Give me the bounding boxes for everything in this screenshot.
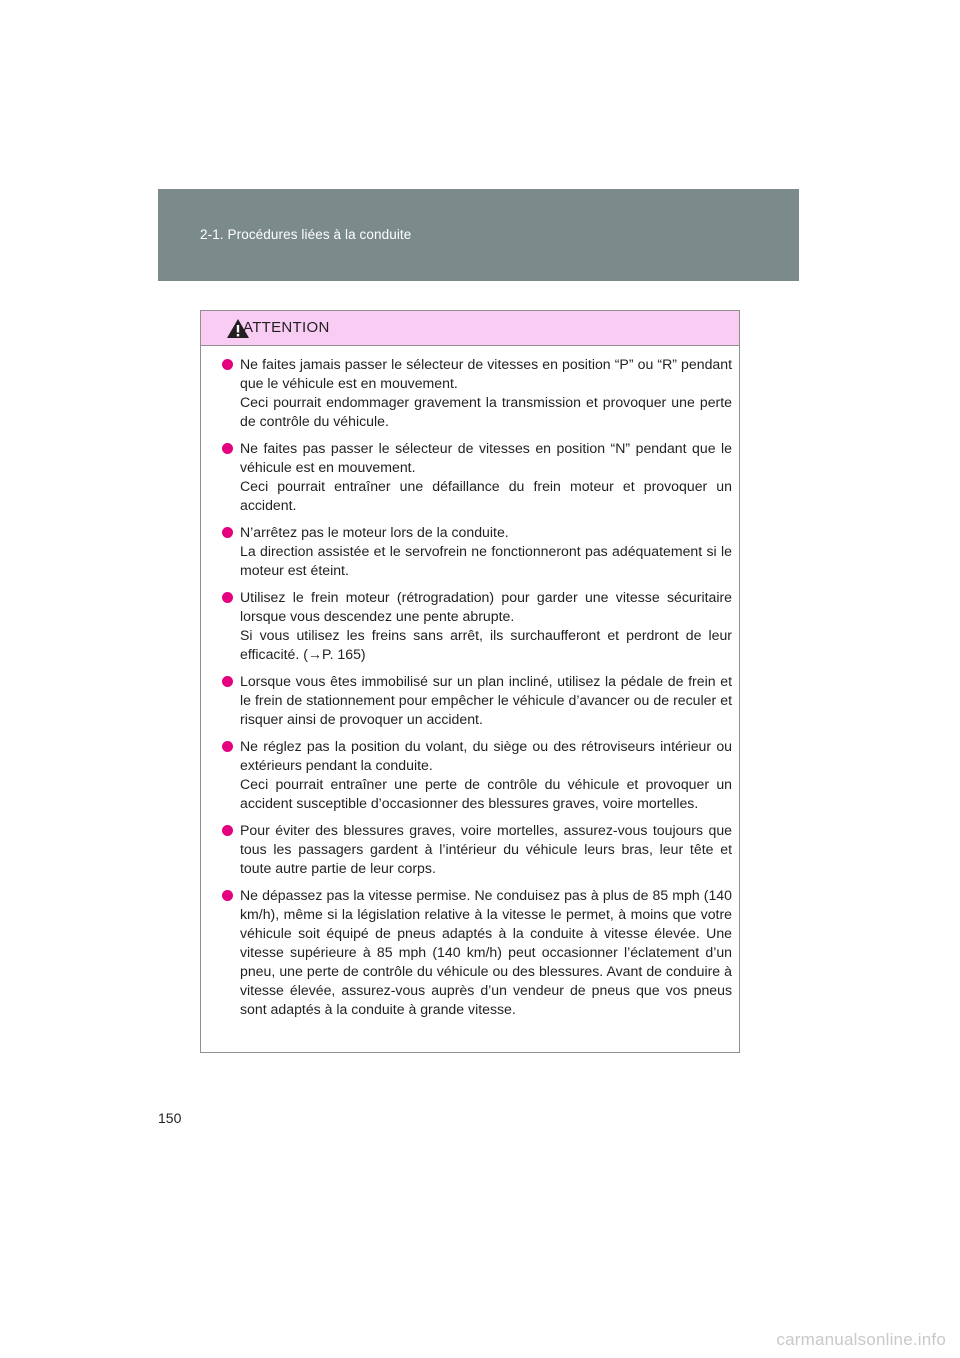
caution-item — [222, 588, 732, 664]
watermark: carmanualsonline.info — [776, 1330, 946, 1349]
caution-item-text: Ne dépassez pas la vitesse permise. Ne conduisez pas à plus de 85 mph (140 km/h), même si la législation relative à la vitesse le permet, à moins que votre véhicule soit équipé de pneus adaptés à la conduite à vitesse élevée. Une vitesse supérieure à 85 mph (140 km/h) peut occasionner l’éclatement d’un pneu, une perte de contrôle du véhicule ou des blessures. Avant de conduire à vitesse élevée, assurez-vous auprès d’un vendeur de pneus que vos pneus sont adaptés à la conduite à grande vitesse. — [240, 887, 732, 1017]
page-number: 150 — [158, 1110, 182, 1126]
bullet-dot-icon — [222, 443, 233, 454]
caution-title: ATTENTION — [243, 319, 330, 336]
caution-item-detail: Ceci pourrait entraîner une perte de contrôle du véhicule et provoquer un accident susceptible d’occasionner des blessures graves, voire mortelles. — [240, 776, 732, 811]
caution-item-text: Ne réglez pas la position du volant, du siège ou des rétroviseurs intérieur ou extérieurs pendant la conduite. — [240, 738, 732, 773]
caution-item-detail: La direction assistée et le servofrein ne fonctionneront pas adéquatement si le moteur est éteint. — [240, 543, 732, 578]
section-header-band — [158, 189, 799, 281]
caution-item-text: Utilisez le frein moteur (rétrogradation) pour garder une vitesse sécuritaire lorsque vous descendez une pente abrupte. — [240, 589, 732, 624]
caution-item-detail: Ceci pourrait entraîner une défaillance du frein moteur et provoquer un accident. — [240, 478, 732, 513]
bullet-dot-icon — [222, 825, 233, 836]
caution-item-detail: Ceci pourrait endommager gravement la transmission et provoquer une perte de contrôle du véhicule. — [240, 394, 732, 429]
section-title: 2-1. Procédures liées à la conduite — [200, 227, 412, 242]
bullet-dot-icon — [222, 676, 233, 687]
bullet-dot-icon — [222, 359, 233, 370]
caution-item-text: Ne faites jamais passer le sélecteur de vitesses en position “P” ou “R” pendant que le véhicule est en mouvement. — [240, 356, 732, 391]
bullet-dot-icon — [222, 890, 233, 901]
caution-header — [201, 311, 739, 346]
caution-item — [222, 821, 732, 878]
caution-item — [222, 672, 732, 729]
caution-item — [222, 355, 732, 431]
caution-item — [222, 886, 732, 1019]
caution-box — [200, 310, 740, 1053]
caution-item-detail: Si vous utilisez les freins sans arrêt, ils surchaufferont et perdront de leur efficacité. (→P. 165) — [240, 627, 732, 662]
caution-item — [222, 523, 732, 580]
caution-list — [201, 346, 739, 1019]
caution-item-text: N’arrêtez pas le moteur lors de la conduite. — [240, 524, 509, 540]
caution-item — [222, 737, 732, 813]
caution-item — [222, 439, 732, 515]
bullet-dot-icon — [222, 741, 233, 752]
bullet-dot-icon — [222, 592, 233, 603]
caution-item-text: Lorsque vous êtes immobilisé sur un plan incliné, utilisez la pédale de frein et le frein de stationnement pour empêcher le véhicule d’avancer ou de reculer et risquer ainsi de provoquer un accident. — [240, 673, 732, 727]
bullet-dot-icon — [222, 527, 233, 538]
caution-item-text: Ne faites pas passer le sélecteur de vitesses en position “N” pendant que le véhicule est en mouvement. — [240, 440, 732, 475]
caution-item-text: Pour éviter des blessures graves, voire mortelles, assurez-vous toujours que tous les passagers gardent à l’intérieur du véhicule leurs bras, leur tête et toute autre partie de leur corps. — [240, 822, 732, 876]
